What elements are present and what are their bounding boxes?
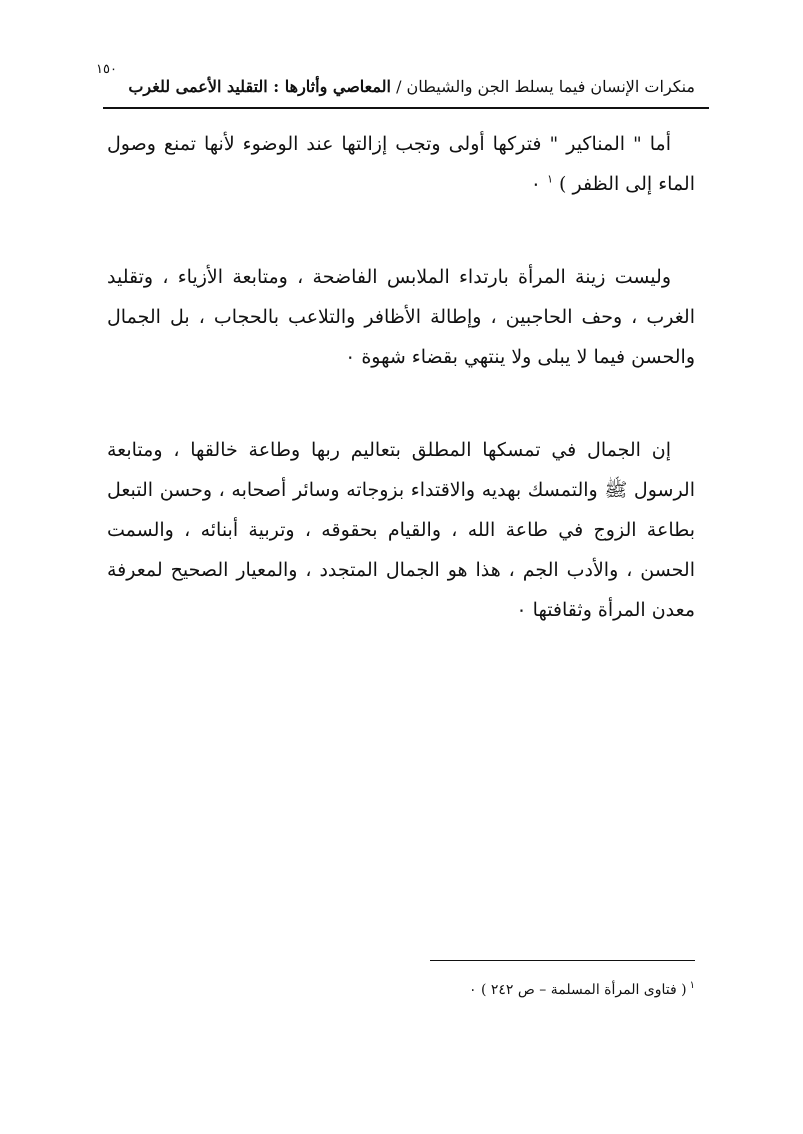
header-chapter-title: المعاصي وأثارها : التقليد الأعمى للغرب [128,77,391,96]
paragraph-adornment: وليست زينة المرأة بارتداء الملابس الفاضحة ، ومتابعة الأزياء ، وتقليد الغرب ، وحف الحاجبين ، وإطالة الأظافر والتلاعب بالحجاب ، بل الجمال والحسن فيما لا يبلى ولا ينتهي بقضاء شهوة ٠ [107,266,695,368]
running-header [105,74,695,100]
paragraph-1-text: أما " المناكير " فتركها أولى وتجب إزالتها عند الوضوء لأنها تمنع وصول الماء إلى الظفر ) [107,133,695,195]
header-divider [103,107,709,109]
page-number: ١٥٠ [96,62,117,77]
paragraph-true-beauty: إن الجمال في تمسكها المطلق بتعاليم ربها وطاعة خالقها ، ومتابعة الرسول ﷺ والتمسك بهديه والاقتداء بزوجاته وسائر أصحابه ، وحسن التبعل بطاعة الزوج في طاعة الله ، والقيام بحقوقه ، وتربية أبنائه ، والسمت الحسن ، والأدب الجم ، هذا هو الجمال المتجدد ، والمعيار الصحيح لمعرفة معدن المرأة وثقافتها ٠ [107,439,695,621]
paragraph-nail-polish [107,124,695,204]
main-text [107,124,695,630]
paragraph-1-end: ٠ [530,173,542,195]
header-book-title: منكرات الإنسان فيما يسلط الجن والشيطان / [396,77,695,96]
footnote-mark: ١ [689,980,695,992]
footnote-text: ( فتاوى المرأة المسلمة – ص ٢٤٢ ) ٠ [468,982,687,998]
footnote-reference: ١ [547,172,553,186]
footnote [395,978,695,1002]
footnote-divider [430,960,695,961]
